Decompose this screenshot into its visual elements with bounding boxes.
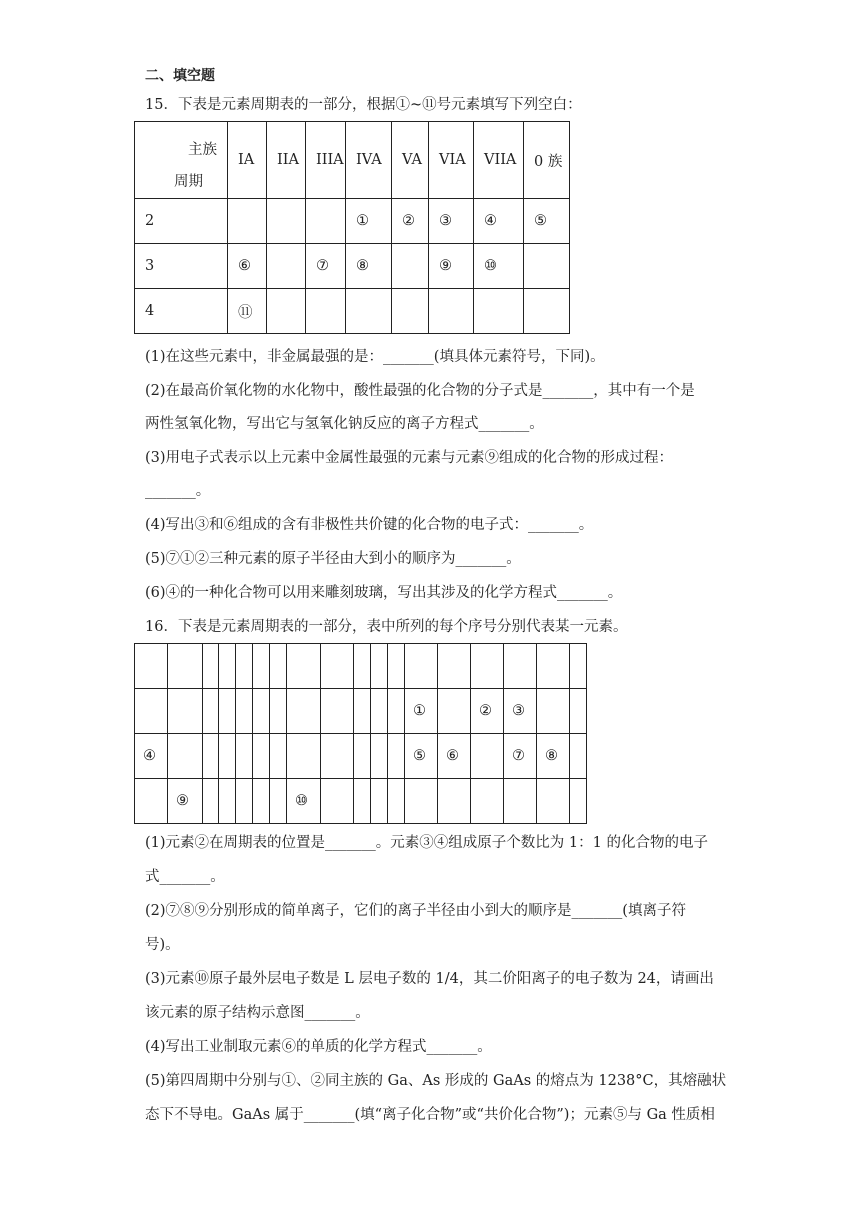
table-cell xyxy=(429,289,474,334)
q16-line-1: (1)元素②在周期表的位置是_______。元素③④组成原子个数比为 1：1 的化合物的电子 xyxy=(145,835,708,851)
table-cell xyxy=(236,734,253,779)
table-cell xyxy=(537,689,570,734)
table-cell xyxy=(537,779,570,824)
table-cell xyxy=(438,779,471,824)
table-cell xyxy=(438,689,471,734)
group-header: 0 族 xyxy=(524,122,570,199)
table-cell xyxy=(388,779,405,824)
q16-line-2: 式_______。 xyxy=(145,869,225,885)
table-cell xyxy=(135,644,168,689)
table-cell xyxy=(537,644,570,689)
table-cell xyxy=(236,779,253,824)
group-header: VIA xyxy=(429,122,474,199)
table-cell xyxy=(570,689,587,734)
q15-line-5: _______。 xyxy=(145,483,211,499)
table-cell: ⑦ xyxy=(504,734,537,779)
table-cell: ② xyxy=(392,199,429,244)
table-cell xyxy=(203,734,219,779)
table-row xyxy=(135,289,570,334)
table-cell xyxy=(371,689,388,734)
table-cell: ⑨ xyxy=(168,779,203,824)
q16-line-8: (5)第四周期中分别与①、②同主族的 Ga、As 形成的 GaAs 的熔点为 1238°C，其熔融状 xyxy=(145,1073,727,1089)
table-row xyxy=(135,779,587,824)
corner-group-label: 主族 xyxy=(188,142,217,158)
table-cell xyxy=(388,734,405,779)
table-cell: ③ xyxy=(429,199,474,244)
table-cell xyxy=(253,689,270,734)
table-cell xyxy=(287,734,321,779)
table-cell xyxy=(354,779,371,824)
table-cell xyxy=(236,644,253,689)
table-cell xyxy=(306,199,346,244)
group-header: IVA xyxy=(346,122,392,199)
group-header: IA xyxy=(228,122,267,199)
table-cell xyxy=(504,779,537,824)
q15-line-3: 两性氢氧化物，写出它与氢氧化钠反应的离子方程式_______。 xyxy=(145,416,544,432)
table-cell xyxy=(168,734,203,779)
table-cell xyxy=(267,199,306,244)
table-cell xyxy=(354,689,371,734)
table-cell: ⑧ xyxy=(346,244,392,289)
table-cell xyxy=(371,644,388,689)
corner-period-label: 周期 xyxy=(174,174,203,190)
group-header: VA xyxy=(392,122,429,199)
table-cell xyxy=(321,734,354,779)
table-row xyxy=(135,644,587,689)
table-cell xyxy=(405,779,438,824)
table-cell xyxy=(321,644,354,689)
table-cell: ⑧ xyxy=(537,734,570,779)
table-cell xyxy=(471,779,504,824)
table-cell xyxy=(228,199,267,244)
q15-line-8: (6)④的一种化合物可以用来雕刻玻璃，写出其涉及的化学方程式_______。 xyxy=(145,585,623,601)
table-cell xyxy=(321,689,354,734)
q15-line-2: (2)在最高价氧化物的水化物中，酸性最强的化合物的分子式是_______，其中有一个是 xyxy=(145,383,695,399)
table-cell xyxy=(354,734,371,779)
table-cell xyxy=(354,644,371,689)
table-cell: ⑩ xyxy=(287,779,321,824)
table-cell: ⑥ xyxy=(228,244,267,289)
table-cell: ① xyxy=(405,689,438,734)
table-cell xyxy=(135,779,168,824)
table-cell xyxy=(203,644,219,689)
table-cell xyxy=(219,689,236,734)
table-cell xyxy=(219,734,236,779)
table-cell xyxy=(219,779,236,824)
q16-line-4: 号)。 xyxy=(145,937,180,953)
table-row xyxy=(135,244,570,289)
table-cell xyxy=(504,644,537,689)
q16-line-3: (2)⑦⑧⑨分别形成的简单离子，它们的离子半径由小到大的顺序是_______(填离子符 xyxy=(145,903,686,919)
q15-corner-cell xyxy=(135,122,228,199)
q15-stem: 15．下表是元素周期表的一部分，根据①~⑪号元素填写下列空白： xyxy=(145,97,582,113)
q16-periodic-table xyxy=(134,643,587,824)
q15-line-4: (3)用电子式表示以上元素中金属性最强的元素与元素⑨组成的化合物的形成过程： xyxy=(145,450,674,466)
q16-line-7: (4)写出工业制取元素⑥的单质的化学方程式_______。 xyxy=(145,1039,492,1055)
group-header: VIIA xyxy=(474,122,524,199)
table-cell xyxy=(471,644,504,689)
table-cell: ④ xyxy=(135,734,168,779)
table-cell: ⑤ xyxy=(405,734,438,779)
q15-header-row xyxy=(135,122,570,199)
q15-periodic-table xyxy=(134,121,570,334)
table-cell xyxy=(570,734,587,779)
table-cell xyxy=(287,689,321,734)
q15-line-6: (4)写出③和⑥组成的含有非极性共价键的化合物的电子式：_______。 xyxy=(145,517,594,533)
period-cell: 4 xyxy=(135,289,228,334)
table-cell xyxy=(168,644,203,689)
q16-line-6: 该元素的原子结构示意图_______。 xyxy=(145,1005,370,1021)
table-cell: ④ xyxy=(474,199,524,244)
q16-line-9: 态下不导电。GaAs 属于_______(填“离子化合物”或“共价化合物”)；元素⑤与 Ga 性质相 xyxy=(145,1107,715,1123)
table-cell xyxy=(524,289,570,334)
table-cell: ① xyxy=(346,199,392,244)
table-cell: ⑩ xyxy=(474,244,524,289)
table-cell xyxy=(570,779,587,824)
q16-line-5: (3)元素⑩原子最外层电子数是 L 层电子数的 1/4，其二价阳离子的电子数为 24，请画出 xyxy=(145,971,714,987)
q15-line-7: (5)⑦①②三种元素的原子半径由大到小的顺序为_______。 xyxy=(145,551,521,567)
table-cell: ⑦ xyxy=(306,244,346,289)
table-cell xyxy=(438,644,471,689)
period-cell: 3 xyxy=(135,244,228,289)
table-cell xyxy=(371,779,388,824)
table-cell xyxy=(392,289,429,334)
q16-stem: 16．下表是元素周期表的一部分，表中所列的每个序号分别代表某一元素。 xyxy=(145,619,628,635)
table-cell xyxy=(203,779,219,824)
table-cell xyxy=(388,644,405,689)
table-cell xyxy=(346,289,392,334)
group-header: IIA xyxy=(267,122,306,199)
table-cell xyxy=(392,244,429,289)
table-cell: ⑪ xyxy=(228,289,267,334)
table-cell xyxy=(253,644,270,689)
table-cell xyxy=(270,689,287,734)
table-cell xyxy=(270,734,287,779)
group-header: IIIA xyxy=(306,122,346,199)
table-cell: ② xyxy=(471,689,504,734)
table-cell: ⑤ xyxy=(524,199,570,244)
table-cell xyxy=(471,734,504,779)
table-cell xyxy=(267,289,306,334)
table-cell xyxy=(371,734,388,779)
table-cell xyxy=(267,244,306,289)
table-cell xyxy=(168,689,203,734)
table-cell xyxy=(135,689,168,734)
table-cell xyxy=(570,644,587,689)
table-cell xyxy=(524,244,570,289)
q15-line-1: (1)在这些元素中，非金属最强的是：_______(填具体元素符号，下同)。 xyxy=(145,349,605,365)
table-cell: ⑥ xyxy=(438,734,471,779)
period-cell: 2 xyxy=(135,199,228,244)
table-cell xyxy=(236,689,253,734)
section-title: 二、填空题 xyxy=(145,68,215,84)
table-cell: ⑨ xyxy=(429,244,474,289)
table-cell xyxy=(253,734,270,779)
table-cell xyxy=(306,289,346,334)
table-row xyxy=(135,734,587,779)
table-cell xyxy=(388,689,405,734)
table-cell xyxy=(253,779,270,824)
table-cell xyxy=(219,644,236,689)
table-row xyxy=(135,689,587,734)
table-cell xyxy=(474,289,524,334)
table-cell xyxy=(321,779,354,824)
table-cell xyxy=(270,779,287,824)
table-cell xyxy=(287,644,321,689)
table-cell xyxy=(203,689,219,734)
table-row xyxy=(135,199,570,244)
table-cell xyxy=(270,644,287,689)
table-cell: ③ xyxy=(504,689,537,734)
table-cell xyxy=(405,644,438,689)
